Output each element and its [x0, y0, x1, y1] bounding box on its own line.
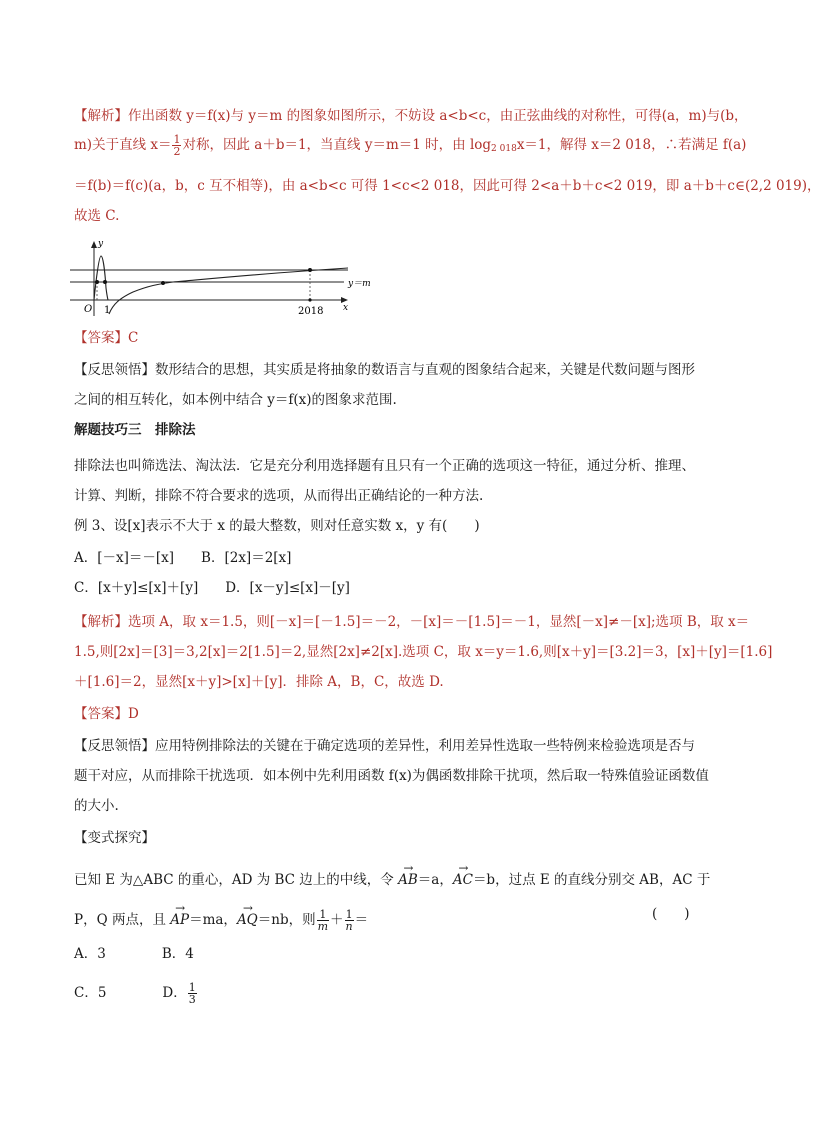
answer-paren: ( ): [652, 906, 690, 922]
sine-curve: [94, 256, 108, 300]
line-y-m-label: y＝m: [348, 279, 371, 289]
intro-line2: 计算、判断，排除不符合要求的选项，从而得出正确结论的一种方法.: [74, 488, 484, 504]
vector-ac: → AC: [453, 864, 473, 890]
reflect1-line2: 之间的相互转化，如本例中结合 y＝f(x)的图象求范围.: [74, 392, 397, 408]
analysis1-line1: 【解析】作出函数 y＝f(x)与 y＝m 的图象如图所示，不妨设 a<b<c，由正弦曲线的对称性，可得(a，m)与(b，: [74, 108, 748, 124]
reflect2-line2: 题干对应，从而排除干扰选项．如本例中先利用函数 f(x)为偶函数排除干扰项，然后取一特殊值验证函数值: [74, 768, 709, 784]
answer1: 【答案】C: [74, 330, 139, 346]
function-graph: [68, 236, 371, 318]
origin-label: O: [84, 304, 93, 315]
point-2018-axis: [308, 298, 311, 301]
problem-line2: P，Q 两点，且 → AP＝ma，→ AQ＝nb，则 $\frac{1}{m}$ ＋ $\frac{1}{n}$ ＝ ( ): [74, 904, 734, 932]
example3-options-row1: A．[－x]＝－[x] B．[2x]＝2[x]: [74, 550, 292, 566]
point-a: [95, 280, 99, 284]
analysis1-line2: m)关于直线 x＝ $\frac{1}{2}$ 对称，因此 a＋b＝1，当直线 y＝m＝1 时，由 $\log_{2 018}x=1$，解得 x＝2 018，∴若满足 f(a): [74, 133, 747, 158]
vector-aq: → AQ: [237, 904, 258, 930]
tick-2018-label: 2018: [298, 306, 324, 317]
y-axis-arrow: [91, 241, 97, 248]
analysis2-line1: 【解析】选项 A，取 x＝1.5，则[－x]＝[－1.5]＝－2，－[x]＝－[1.5]＝－1，显然[－x]≠－[x];选项 B，取 x＝: [74, 614, 750, 630]
option-b: B．4: [161, 946, 194, 962]
example3-stem: 例 3、设[x]表示不大于 x 的最大整数，则对任意实数 x，y 有( ): [74, 518, 480, 534]
vector-ab: → AB: [398, 864, 418, 890]
reflect2-line3: 的大小.: [74, 798, 119, 814]
reflect1-line1: 【反思领悟】数形结合的思想，其实质是将抽象的数语言与直观的图象结合起来，关键是代数问题与图形: [74, 362, 695, 378]
analysis2-line3: ＋[1.6]＝2，显然[x＋y]>[x]＋[y]．排除 A，B，C，故选 D.: [74, 674, 444, 690]
option-c: C．5: [74, 985, 107, 1001]
x-axis-label: x: [343, 303, 349, 313]
analysis1-line3: ＝f(b)＝f(c)(a，b，c 互不相等)，由 a<b<c 可得 1<c<2 018，因此可得 2<a＋b＋c<2 019，即 a＋b＋c∈(2,2 019)，: [74, 178, 821, 194]
option-a: A．3: [74, 946, 106, 962]
variant-title: 【变式探究】: [74, 830, 155, 846]
y-axis-label: y: [98, 239, 104, 249]
section-title: 解题技巧三 排除法: [74, 422, 196, 438]
example3-options-row2: C．[x＋y]≤[x]＋[y] D．[x－y]≤[x]－[y]: [74, 580, 350, 596]
tick-1-label: 1: [104, 305, 111, 316]
analysis2-line2: 1.5,则[2x]＝[3]＝3,2[x]＝2[1.5]＝2,显然[2x]≠2[x].选项 C，取 x＝y＝1.6,则[x＋y]＝[3.2]＝3，[x]＋[y]＝[1.6]: [74, 644, 773, 660]
problem-options-ab: [74, 944, 734, 964]
point-top: [308, 268, 312, 272]
intro-line1: 排除法也叫筛选法、淘汰法．它是充分利用选择题有且只有一个正确的选项这一特征，通过分析、推理、: [74, 458, 695, 474]
point-b: [103, 280, 107, 284]
vector-ap: → AP: [170, 904, 189, 930]
reflect2-line1: 【反思领悟】应用特例排除法的关键在于确定选项的差异性，利用差异性选取一些特例来检验选项是否与: [74, 738, 695, 754]
analysis1-line4: 故选 C.: [74, 208, 120, 224]
answer2: 【答案】D: [74, 706, 139, 722]
option-d: D． $\frac{1}{3}$: [162, 981, 196, 1006]
point-c: [161, 281, 165, 285]
problem-line1: 已知 E 为△ABC 的重心，AD 为 BC 边上的中线，令 → AB＝a，→ AC＝b，过点 E 的直线分别交 AB，AC 于: [74, 864, 734, 890]
problem-options-cd: [74, 982, 734, 1005]
